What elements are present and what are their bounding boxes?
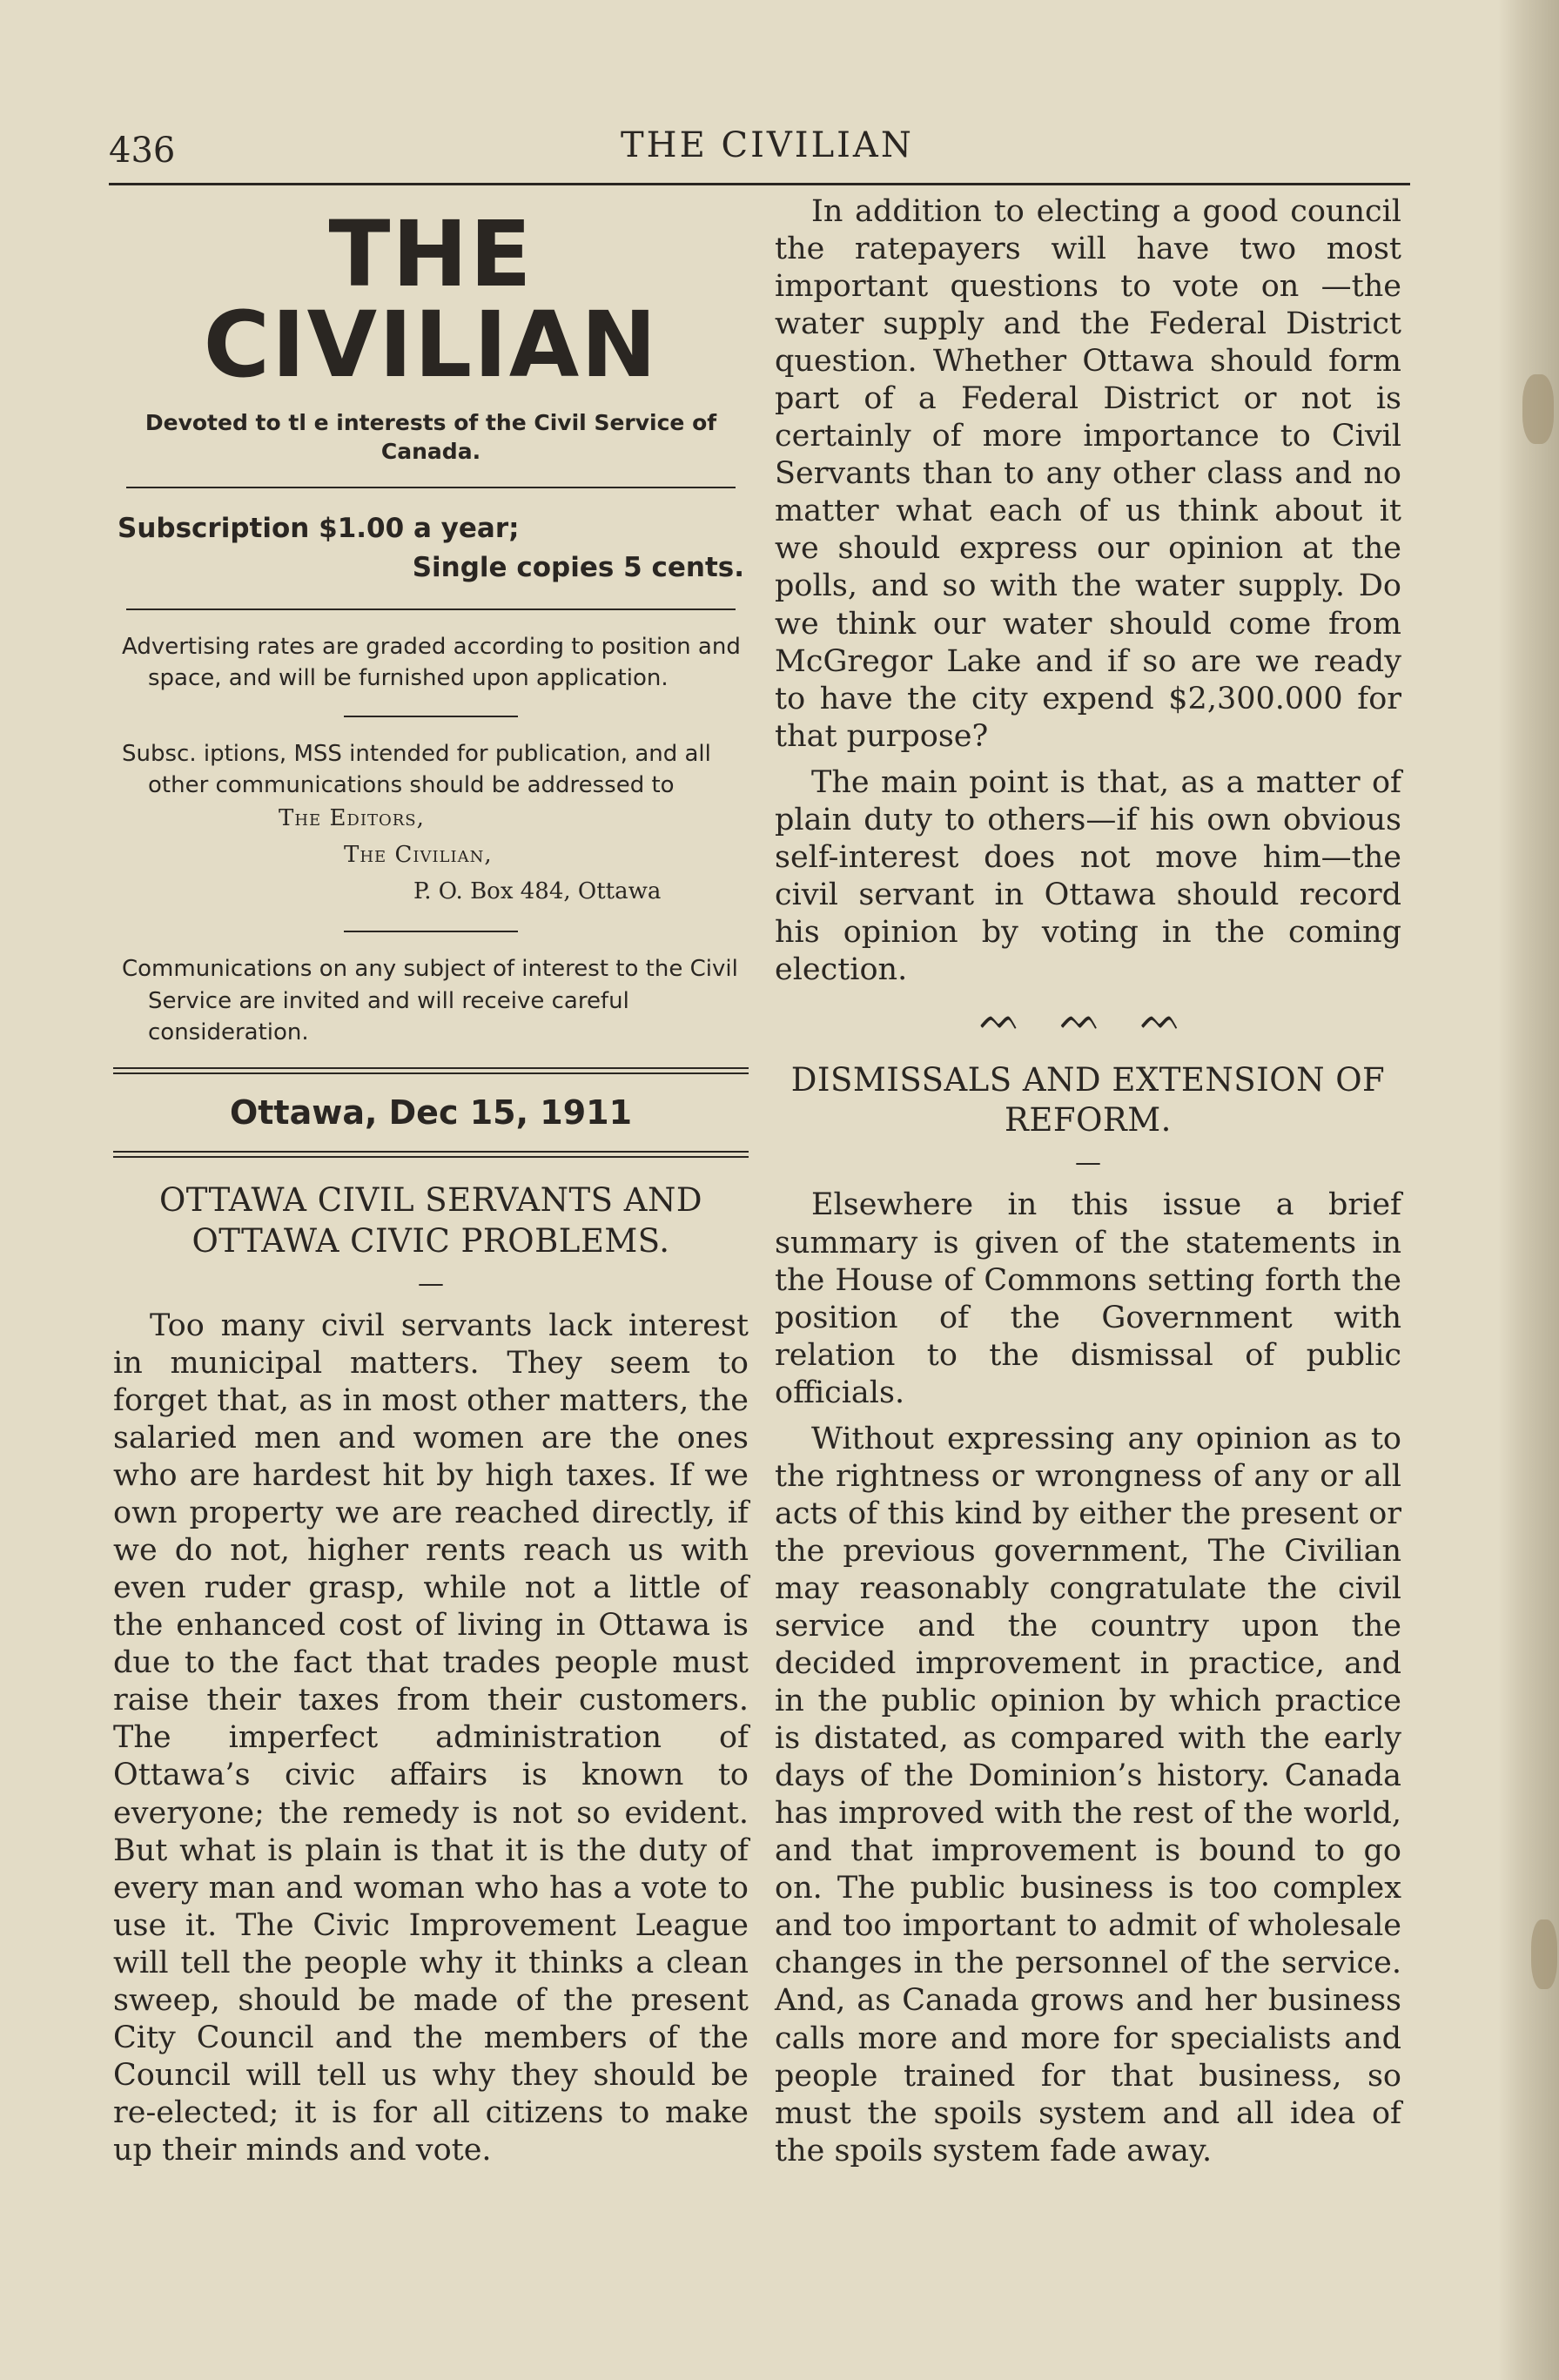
page-stain	[1531, 1919, 1557, 1989]
page-number: 436	[109, 131, 176, 171]
divider	[344, 716, 518, 717]
article-paragraph: Too many civil servants lack interest in municipal matters. They seem to forget that, as in most other matters, the salaried men and women are the ones who are hardest hit by high taxes. If we own property we are reached directly, if we do not, higher rents reach us with even ruder grasp, while not a little of the enhanced cost of living in Ottawa is due to the fact that trades people must raise their taxes from their customers. The imperfect administration of Ottawa’s civic affairs is known to everyone; the remedy is not so evident. But what is plain is that it is the duty of every man and woman who has a vote to use it. The Civic Improvement League will tell the people why it thinks a clean sweep, should be made of the present City Council and the members of the Council will tell us why they should be re-elected; it is for all citizens to make up their minds and vote.	[113, 1308, 749, 2168]
divider	[344, 931, 518, 932]
article-headline: OTTAWA CIVIL SERVANTS AND OTTAWA CIVIC PROBLEMS.	[158, 1181, 703, 1260]
header-rule	[109, 183, 1410, 185]
subscriptions-note: Subsc. iptions, MSS intended for publication, and all other communications should be addressed to	[122, 740, 711, 799]
article-headline: DISMISSALS AND EXTENSION OF REFORM.	[790, 1060, 1386, 1140]
address-line: The Civilian,	[344, 842, 493, 869]
article-paragraph: The main point is that, as a matter of plain duty to others—if his own obvious self-interest does not move him—the civil servant in Ottawa should record his opinion by voting in the coming election.	[775, 764, 1401, 987]
right-column	[775, 193, 1401, 2179]
headline-dash: —	[1075, 1147, 1101, 1179]
address-line: The Editors,	[279, 805, 425, 832]
double-divider	[113, 1151, 749, 1158]
article-body-continued	[775, 193, 1401, 989]
address-line: P. O. Box 484, Ottawa	[413, 877, 662, 904]
advertising-note: Advertising rates are graded according to position and space, and will be furnished upon application.	[122, 633, 741, 692]
article-paragraph: In addition to electing a good council the ratepayers will have two most important questions to vote on —the water supply and the Federal District question. Whether Ottawa should form part of a Federal District or not is certainly of more importance to Civil Servants than to any other class and no matter what each of us think about it we should express our opinion at the polls, and so with the water supply. Do we think our water should come from McGregor Lake and if so are we ready to have the city expend $2,300.000 for that purpose?	[775, 194, 1401, 754]
dateline: Ottawa, Dec 15, 1911	[229, 1093, 633, 1133]
double-divider	[113, 1067, 749, 1074]
single-copy-price: Single copies 5 cents.	[412, 551, 744, 583]
section-ornament: ᨓ ᨓ ᨓ	[979, 997, 1197, 1038]
page-stain	[1522, 374, 1554, 444]
running-title: THE CIVILIAN	[621, 125, 914, 165]
article-paragraph: Without expressing any opinion as to the rightness or wrongness of any or all acts of this kind by either the present or the previous government, The Civilian may reasonably congratulate the civil service and the country upon the decided improvement in practice, and in the public opinion by which practice is distated, as compared with the early days of the Dominion’s history. Canada has improved with the rest of the world, and that improvement is bound to go on. The public business is too complex and too important to admit of wholesale changes in the personnel of the service. And, as Canada grows and her business calls more and more for specialists and people trained for that business, so must the spoils system and all idea of the spoils system fade away.	[775, 1421, 1401, 2168]
divider	[126, 487, 736, 488]
article-paragraph: Elsewhere in this issue a brief summary is given of the statements in the House of Commons setting forth the position of the Government with relation to the dismissal of public officials.	[775, 1187, 1401, 1410]
communications-note: Communications on any subject of interest to the Civil Service are invited and will receive careful consideration.	[122, 956, 738, 1045]
left-column	[113, 193, 749, 2178]
divider	[126, 608, 736, 610]
article-body	[113, 1308, 749, 2169]
book-spine-shadow	[1498, 0, 1559, 2380]
masthead-title: THE CIVILIAN	[203, 201, 659, 398]
headline-dash: —	[418, 1267, 444, 1299]
masthead-tagline: Devoted to tl e interests of the Civil Service of Canada.	[144, 410, 717, 464]
subscription-price: Subscription $1.00 a year;	[118, 513, 520, 544]
editor-address	[113, 801, 749, 910]
subscription-info	[113, 509, 749, 588]
article-body	[775, 1187, 1401, 2169]
running-head	[109, 122, 1415, 174]
